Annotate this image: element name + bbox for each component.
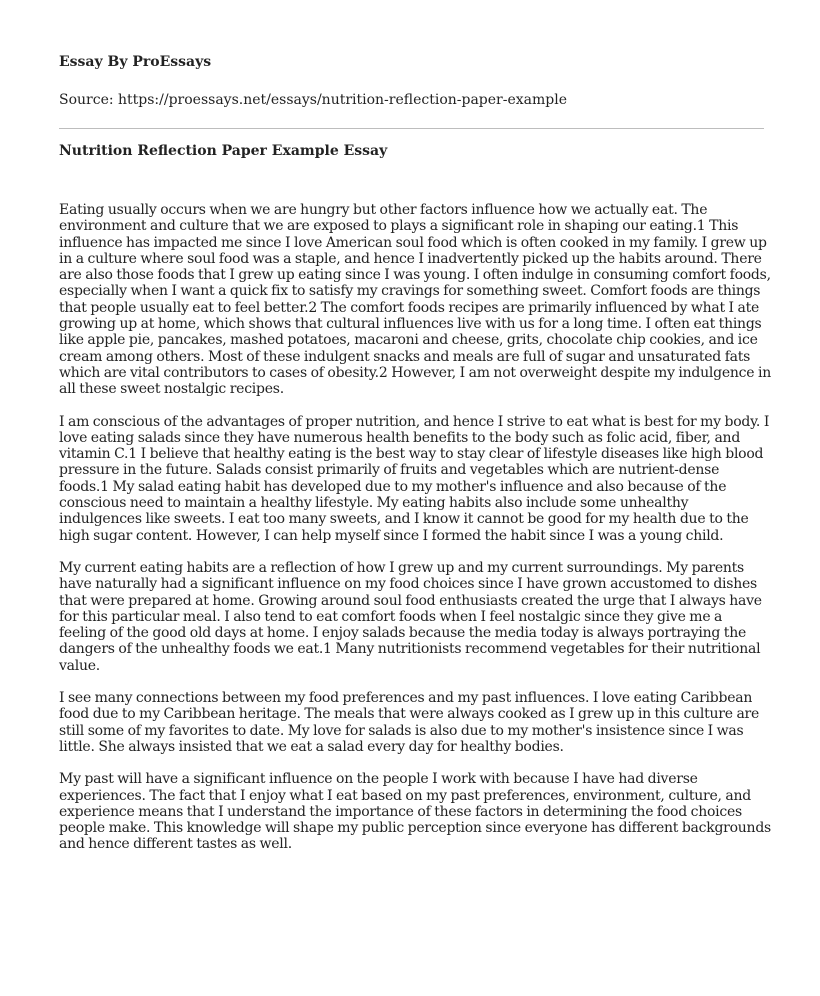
- essay-paragraph-2: I am conscious of the advantages of proper nutrition, and hence I strive to eat what is best for my body. I love eating salads since they have numerous health benefits to the body such as folic acid, fiber, and vitamin C.1 I believe that healthy eating is the best way to stay clear of lifestyle diseases like high blood pressure in the future. Salads consist primarily of fruits and vegetables which are nutrient-dense foods.1 My salad eating habit has developed due to my mother's influence and also because of the conscious need to maintain a healthy lifestyle. My eating habits also include some unhealthy indulgences like sweets. I eat too many sweets, and I know it cannot be good for my health due to the high sugar content. However, I can help myself since I formed the habit since I was a young child.: [59, 413, 770, 544]
- author-line: Essay By ProEssays: [59, 54, 212, 70]
- essay-paragraph-1: Eating usually occurs when we are hungry but other factors influence how we actually eat. The environment and culture that we are exposed to plays a significant role in shaping our eating.1 This influence has impacted me since I love American soul food which is often cooked in my family. I grew up in a culture where soul food was a staple, and hence I inadvertently picked up the habits around. There are also those foods that I grew up eating since I was young. I often indulge in consuming comfort foods, especially when I want a quick fix to satisfy my cravings for something sweet. Comfort foods are things that people usually eat to feel better.2 The comfort foods recipes are primarily influenced by what I ate growing up at home, which shows that cultural influences live with us for a long time. I often eat things like apple pie, pancakes, mashed potatoes, macaroni and cheese, grits, chocolate chip cookies, and ice cream among others. Most of these indulgent snacks and meals are full of sugar and unsaturated fats which are vital contributors to cases of obesity.2 However, I am not overweight despite my indulgence in all these sweet nostalgic recipes.: [59, 202, 771, 398]
- essay-body: [59, 202, 771, 869]
- source-line: Source: https://proessays.net/essays/nutrition-reflection-paper-example: [59, 92, 568, 108]
- document-header: [59, 53, 764, 109]
- header-divider: [59, 128, 764, 129]
- essay-paragraph-5: My past will have a significant influence on the people I work with because I have had diverse experiences. The fact that I enjoy what I eat based on my past preferences, environment, culture, and experience means that I understand the importance of these factors in determining the food choices people make. This knowledge will shape my public perception since everyone has different backgrounds and hence different tastes as well.: [59, 771, 771, 853]
- essay-paragraph-3: My current eating habits are a reflection of how I grew up and my current surroundings. My parents have naturally had a significant influence on my food choices since I have grown accustomed to dishes that were prepared at home. Growing around soul food enthusiasts created the urge that I always have for this particular meal. I also tend to eat comfort foods when I feel nostalgic since they give me a feeling of the good old days at home. I enjoy salads because the media today is always portraying the dangers of the unhealthy foods we eat.1 Many nutritionists recommend vegetables for their nutritional value.: [59, 559, 762, 674]
- essay-paragraph-4: I see many connections between my food preferences and my past influences. I love eating Caribbean food due to my Caribbean heritage. The meals that were always cooked as I grew up in this culture are still some of my favorites to date. My love for salads is also due to my mother's insistence since I was little. She always insisted that we eat a salad every day for healthy bodies.: [59, 690, 760, 755]
- essay-title: Nutrition Reflection Paper Example Essay: [59, 143, 388, 159]
